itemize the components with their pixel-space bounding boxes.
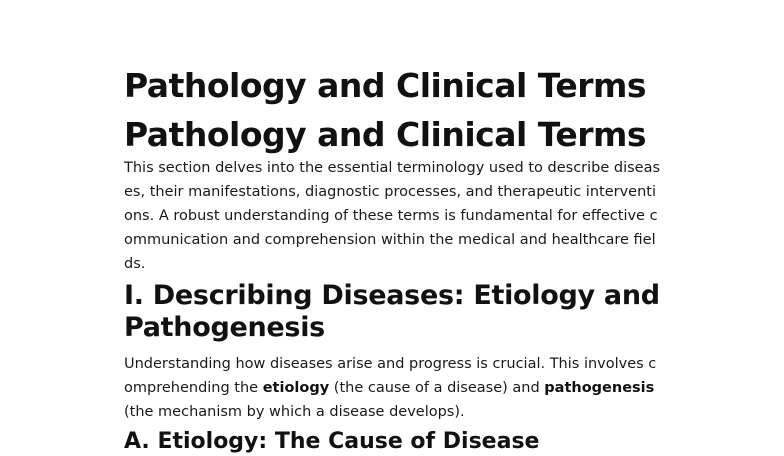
term-etiology: etiology	[262, 380, 330, 396]
intro-paragraph: This section delves into the essential terminology used to describe diseases, their manifestations, diagnostic processes, and therapeutic interventions. A robust understanding of these terms is fundamental for effective communication and comprehension within the medical and healthcare fields.	[124, 160, 661, 272]
para-text-2: (the cause of a disease) and	[329, 380, 545, 396]
para-text-1: Understanding how diseases arise and progress is crucial. This involves comprehending the	[124, 356, 657, 396]
section-paragraph	[124, 352, 664, 424]
para-text-3: (the mechanism by which a disease develops).	[124, 404, 465, 420]
document-title: Pathology and Clinical Terms	[124, 66, 647, 105]
term-pathogenesis: pathogenesis	[544, 380, 655, 396]
page-heading: Pathology and Clinical Terms	[124, 115, 647, 154]
document-content	[124, 62, 664, 456]
subsection-heading-etiology: A. Etiology: The Cause of Disease	[124, 429, 540, 454]
section-heading-etiology-pathogenesis: I. Describing Diseases: Etiology and Pathogenesis	[124, 280, 660, 343]
